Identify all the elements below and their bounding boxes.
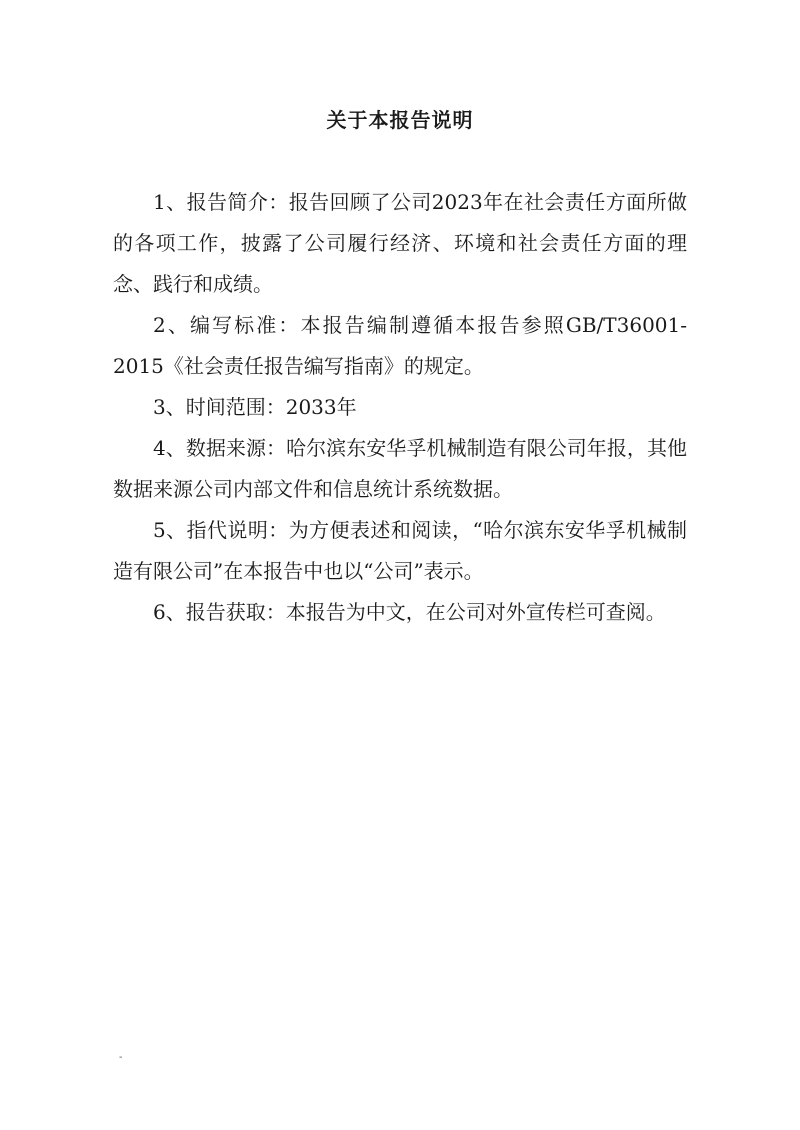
page-title: 关于本报告说明 bbox=[326, 108, 474, 132]
paragraph-data-source: 4、数据来源：哈尔滨东安华孚机械制造有限公司年报，其他数据来源公司内部文件和信息统计系统数据。 bbox=[113, 436, 687, 501]
paragraph-report-summary: 1、报告简介：报告回顾了公司2023年在社会责任方面所做的各项工作，披露了公司履行经济、环境和社会责任方面的理念、践行和成绩。 bbox=[113, 190, 687, 296]
footer-mark: - bbox=[119, 1052, 123, 1063]
paragraph-time-range: 3、时间范围：2033年 bbox=[153, 395, 357, 419]
paragraph-report-access: 6、报告获取：本报告为中文，在公司对外宣传栏可查阅。 bbox=[153, 600, 666, 624]
paragraph-reference-note: 5、指代说明：为方便表述和阅读，“哈尔滨东安华孚机械制造有限公司”在本报告中也以“公司”表示。 bbox=[113, 518, 687, 583]
paragraph-writing-standard: 2、编写标准：本报告编制遵循本报告参照GB/T36001-2015《社会责任报告编写指南》的规定。 bbox=[113, 313, 687, 378]
document-body bbox=[113, 182, 687, 633]
